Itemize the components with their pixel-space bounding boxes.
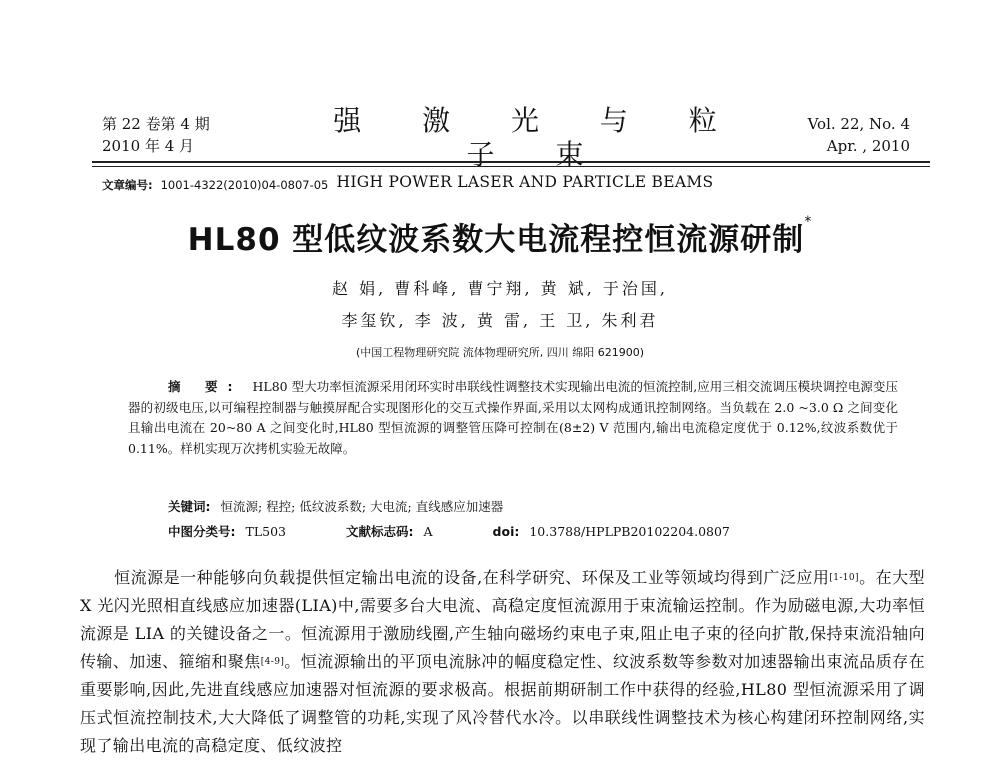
- body-paragraph: [80, 564, 925, 760]
- affiliation: (中国工程物理研究院 流体物理研究所, 四川 绵阳 621900): [355, 346, 645, 359]
- date-cn: 2010 年 4 月: [102, 137, 195, 155]
- article-number-value: 1001-4322(2010)04-0807-05: [160, 178, 329, 192]
- abstract-text: HL80 型大功率恒流源采用闭环实时串联线性调整技术实现输出电流的恒流控制,应用三相交流调压模块调控电源变压器的初级电压,以可编程控制器与触摸屏配合实现图形化的交互式操作界面,采用以太网构成通讯控制网络。当负载在 2.0 ~3.0 Ω 之间变化且输出电流在 20~80 A 之间变化时,HL80 型恒流源的调整管压降可控制在(8±2) V 范围内,输出电流稳定度优于 0.12%,纹波系数优于 0.11%。样机实现万次拷机实验无故障。: [128, 379, 898, 456]
- volume-cn: 第 22 卷第 4 期: [102, 115, 210, 133]
- keywords: [168, 497, 503, 517]
- header-left: [102, 113, 210, 157]
- cls-label: 中图分类号:: [168, 524, 236, 539]
- authors-row-2: 李玺钦, 李 波, 黄 雷, 王 卫, 朱利君: [341, 311, 659, 330]
- abstract: [128, 377, 898, 459]
- body-text-2: 。在大型 X 光闪光照相直线感应加速器(LIA)中,需要多台大电流、高稳定度恒流源用于束流输运控制。作为励磁电源,大功率恒流源是 LIA 的关键设备之一。恒流源用于激励线圈,产生轴向磁场约束电子束,阻止电子束的径向扩散,保持束流沿轴向传输、加速、箍缩和聚焦: [80, 568, 925, 671]
- abstract-label: 摘 要:: [168, 379, 243, 394]
- title-footnote-mark: *: [804, 214, 813, 230]
- journal-title-en: HIGH POWER LASER AND PARTICLE BEAMS: [336, 173, 714, 191]
- journal-header: [280, 104, 770, 192]
- doc-code-label: 文献标志码:: [346, 524, 414, 539]
- doi-value: 10.3788/HPLPB20102204.0807: [529, 524, 730, 539]
- classification-line: [168, 522, 730, 542]
- keywords-label: 关键词:: [168, 499, 211, 514]
- body-text-3: 。恒流源输出的平顶电流脉冲的幅度稳定性、纹波系数等参数对加速器输出束流品质存在重要影响,因此,先进直线感应加速器对恒流源的要求极高。根据前期研制工作中获得的经验,HL80 型恒流源采用了调压式恒流控制技术,大大降低了调整管的功耗,实现了风冷替代水冷。以串联线性调整技术为核心构建闭环控制网络,实现了输出电流的高稳定度、低纹波控: [80, 652, 925, 755]
- paper-title-text: HL80 型低纹波系数大电流程控恒流源研制: [187, 222, 805, 258]
- header-rule-thin: [92, 166, 930, 167]
- citation-1: [1-10]: [829, 573, 859, 583]
- article-number: [102, 177, 328, 193]
- journal-title-cn: 强 激 光 与 粒 子 束: [333, 104, 743, 171]
- keywords-text: 恒流源; 程控; 低纹波系数; 大电流; 直线感应加速器: [220, 499, 504, 514]
- body-text-1: 恒流源是一种能够向负载提供恒定输出电流的设备,在科学研究、环保及工业等领域均得到广泛应用: [114, 568, 830, 587]
- header-rule-thick: [92, 161, 930, 163]
- doi-label: doi:: [492, 524, 520, 539]
- cls-value: TL503: [245, 524, 286, 539]
- citation-2: [4-9]: [260, 657, 285, 667]
- volume-en: Vol. 22, No. 4: [807, 115, 910, 133]
- article-number-label: 文章编号:: [102, 178, 153, 192]
- header-right: [808, 113, 910, 157]
- doc-code-value: A: [423, 524, 433, 539]
- authors-row-1: 赵 娟, 曹科峰, 曹宁翔, 黄 斌, 于治国,: [332, 279, 668, 298]
- date-en: Apr. , 2010: [826, 137, 910, 155]
- paper-title: [0, 214, 1000, 259]
